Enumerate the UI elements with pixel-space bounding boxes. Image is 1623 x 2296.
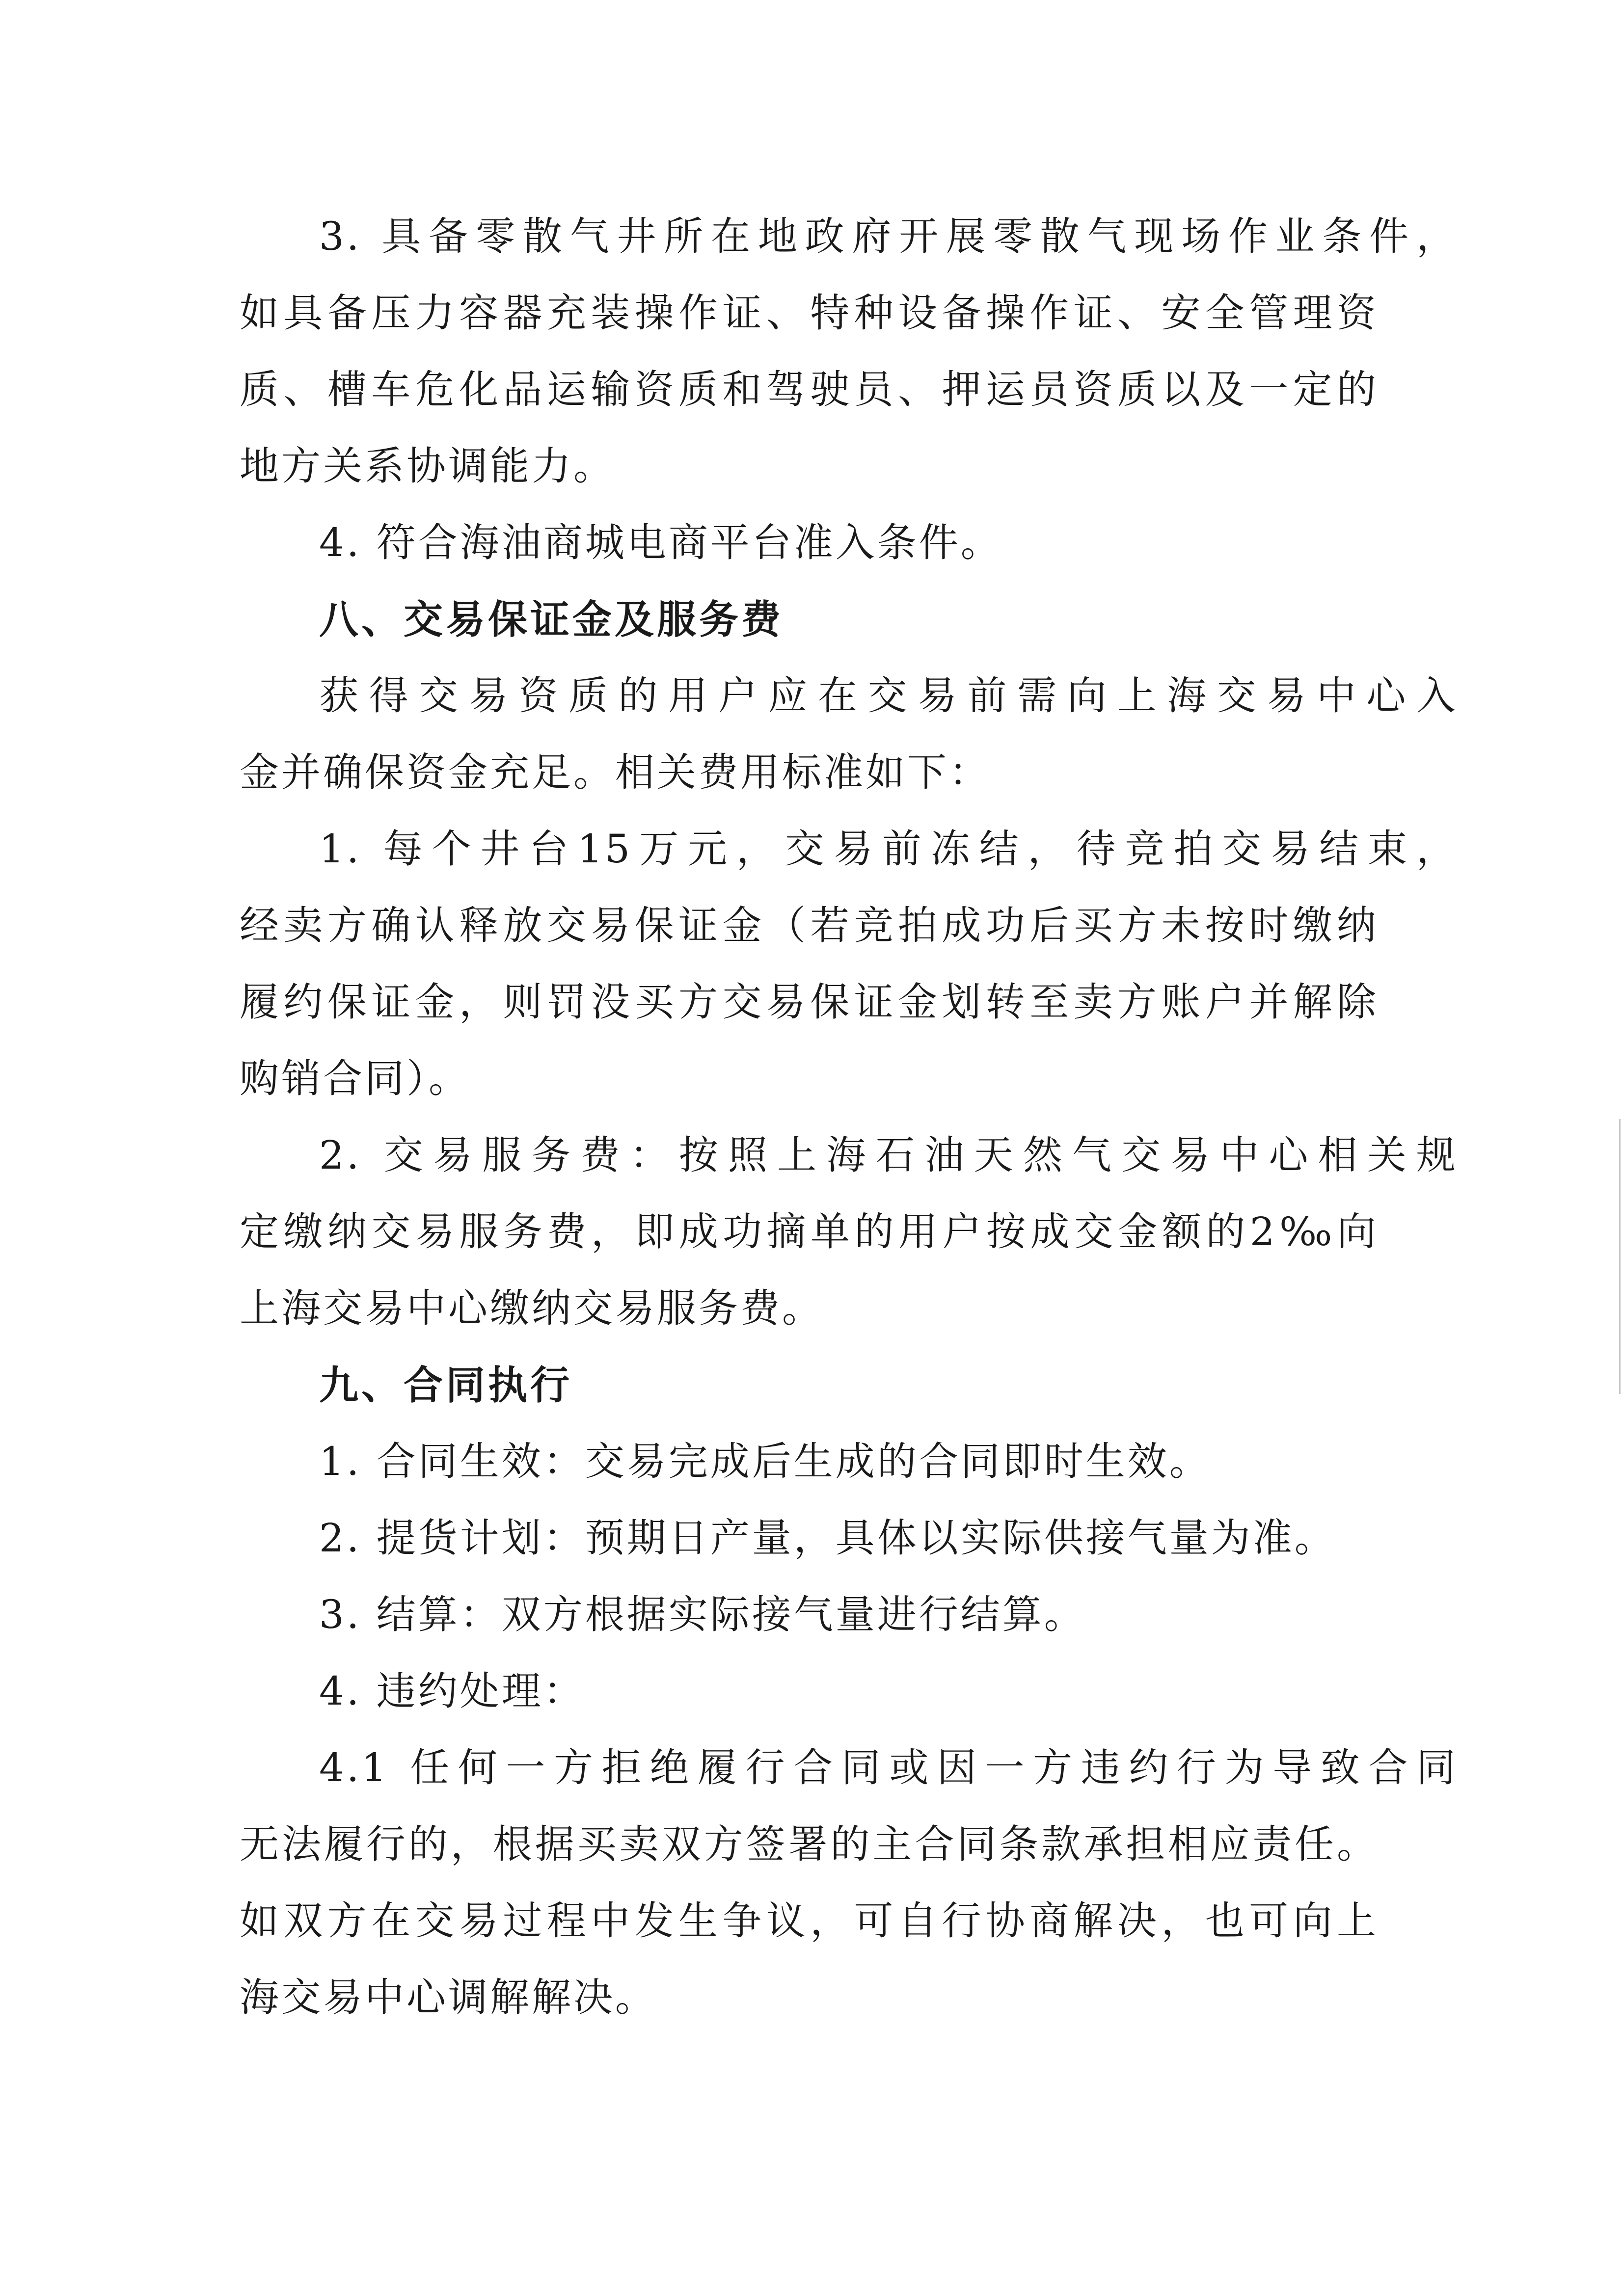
deposit-line-3: 履约保证金，则罚没买方交易保证金划转至卖方账户并解除 <box>240 979 1379 1025</box>
section-8-intro-line-2: 金并确保资金充足。相关费用标准如下： <box>240 749 991 795</box>
breach-4-1-line-1: 4.1 任何一方拒绝履行合同或因一方违约行为导致合同 <box>319 1745 1458 1790</box>
para-3-line-4: 地方关系协调能力。 <box>240 443 615 489</box>
deposit-line-1: 1. 每个井台15万元，交易前冻结，待竞拍交易结束， <box>319 826 1458 872</box>
scan-edge-mark <box>1619 1119 1621 1394</box>
section-8-heading: 八、交易保证金及服务费 <box>319 596 784 642</box>
deposit-line-2: 经卖方确认释放交易保证金（若竞拍成功后买方未按时缴纳 <box>240 903 1379 948</box>
para-4: 4. 符合海油商城电商平台准入条件。 <box>319 520 1002 565</box>
breach-4-1-line-3: 如双方在交易过程中发生争议，可自行协商解决，也可向上 <box>240 1898 1379 1944</box>
section-9-heading: 九、合同执行 <box>319 1362 572 1408</box>
service-fee-line-3: 上海交易中心缴纳交易服务费。 <box>240 1285 824 1331</box>
para-3-line-1: 3. 具备零散气井所在地政府开展零散气现场作业条件， <box>319 214 1458 259</box>
service-fee-line-2: 定缴纳交易服务费，即成功摘单的用户按成交金额的2‰向 <box>240 1209 1379 1255</box>
delivery-plan: 2. 提货计划：预期日产量，具体以实际供接气量为准。 <box>319 1515 1336 1561</box>
para-3-line-3: 质、槽车危化品运输资质和驾驶员、押运员资质以及一定的 <box>240 367 1379 412</box>
deposit-line-4: 购销合同）。 <box>240 1056 470 1101</box>
breach-4-1-line-2: 无法履行的，根据买卖双方签署的主合同条款承担相应责任。 <box>240 1821 1379 1867</box>
para-3-line-2: 如具备压力容器充装操作证、特种设备操作证、安全管理资 <box>240 290 1379 336</box>
service-fee-line-1: 2. 交易服务费：按照上海石油天然气交易中心相关规 <box>319 1132 1458 1178</box>
breach-4-1-line-4: 海交易中心调解解决。 <box>240 1975 657 2020</box>
section-8-intro-line-1: 获得交易资质的用户应在交易前需向上海交易中心入 <box>319 673 1458 719</box>
settlement: 3. 结算：双方根据实际接气量进行结算。 <box>319 1592 1086 1637</box>
breach-handling: 4. 违约处理： <box>319 1668 585 1714</box>
contract-effective: 1. 合同生效：交易完成后生成的合同即时生效。 <box>319 1439 1211 1484</box>
